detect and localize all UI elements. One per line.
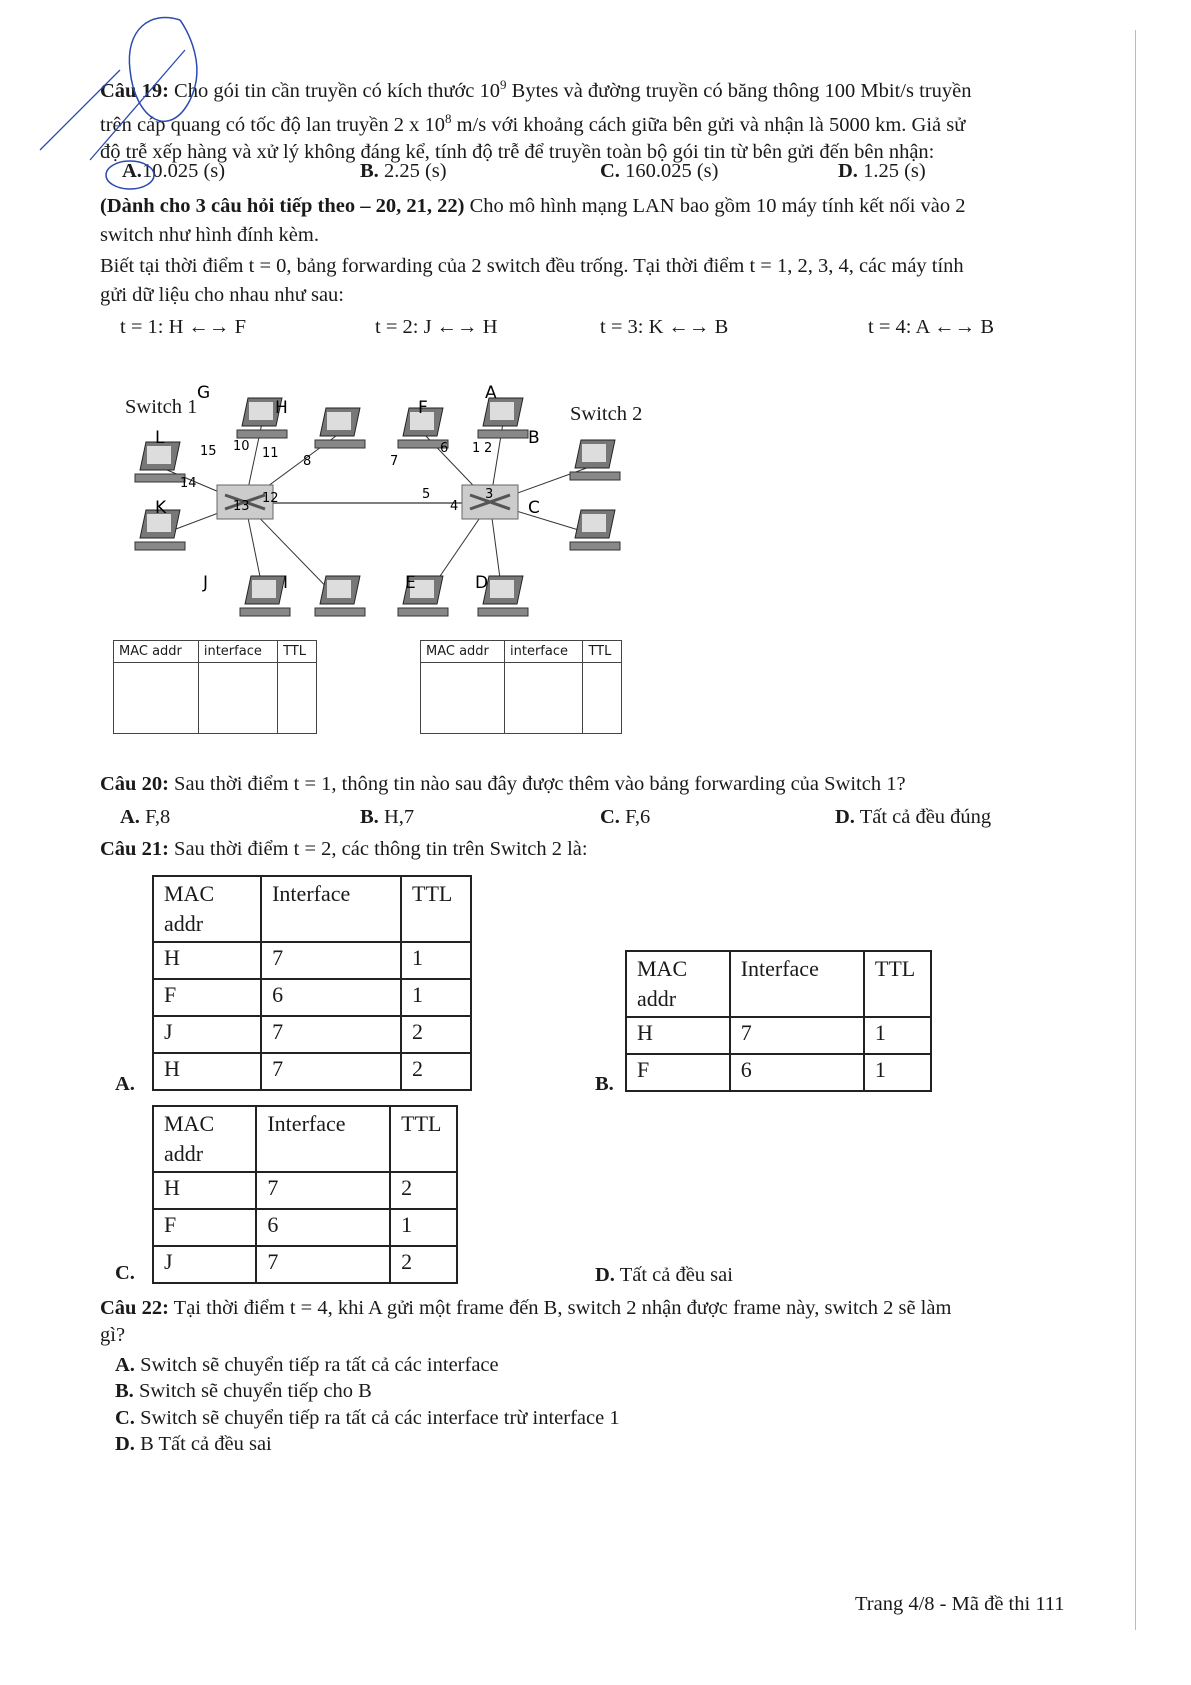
host-label: L: [155, 428, 165, 448]
q20-text: Sau thời điểm t = 1, thông tin nào sau đây được thêm vào bảng forwarding của Switch 1?: [168, 773, 906, 795]
question-21: [100, 838, 588, 861]
table-row: [626, 1054, 931, 1091]
switch1-forwarding-table: [113, 640, 317, 734]
computer-screen: [490, 402, 514, 420]
option-letter: D.: [115, 1433, 135, 1455]
table-cell: 7: [256, 1172, 390, 1209]
option-letter: D.: [835, 806, 855, 828]
table-cell: J: [153, 1246, 256, 1283]
page-footer: Trang 4/8 - Mã đề thi 111: [855, 1593, 1065, 1615]
computer-keyboard-icon: [570, 542, 620, 550]
option-letter: C.: [600, 160, 620, 182]
intro-line: Cho mô hình mạng LAN bao gồm 10 máy tính kết nối vào 2: [464, 195, 966, 217]
option-letter: D.: [838, 160, 858, 182]
port-number: 2: [484, 441, 493, 456]
computer-keyboard-icon: [315, 440, 365, 448]
header-cell: Interface: [730, 951, 864, 1017]
option-text: 10.025 (s): [141, 160, 226, 182]
computer-screen: [327, 580, 351, 598]
table-cell: 2: [401, 1053, 471, 1090]
empty-cell: [114, 663, 199, 734]
table-cell: H: [153, 1172, 256, 1209]
q19-text: Bytes và đường truyền có băng thông 100 Mbit/s truyền: [506, 79, 972, 102]
port-number: 12: [262, 491, 279, 506]
table-cell: 1: [864, 1017, 931, 1054]
option-letter: C.: [600, 806, 620, 828]
option-text: 2.25 (s): [383, 160, 447, 182]
header-cell: interface: [198, 641, 277, 663]
option-text: B Tất cả đều sai: [134, 1433, 272, 1455]
switch1-label: Switch 1: [125, 396, 198, 418]
computer-screen: [252, 580, 276, 598]
port-number: 3: [485, 487, 494, 502]
header-cell: MAC addr: [114, 641, 199, 663]
q22-option-c[interactable]: [115, 1407, 620, 1430]
scan-edge-line: [1135, 30, 1136, 1630]
host-label: G: [197, 383, 211, 403]
port-number: 15: [200, 444, 217, 459]
header-cell: TTL: [390, 1106, 457, 1172]
host-label: H: [275, 398, 288, 418]
table-cell: 6: [730, 1054, 864, 1091]
computer-keyboard-icon: [315, 608, 365, 616]
q22-option-d[interactable]: [115, 1433, 272, 1456]
question-label: Câu 19:: [100, 79, 169, 102]
option-text: Switch sẽ chuyển tiếp ra tất cả các interface: [134, 1354, 499, 1376]
q21-option-b-table: [625, 950, 932, 1092]
header-cell: MAC addr: [421, 641, 505, 663]
option-letter: B.: [360, 160, 379, 182]
q19-text: độ trễ xếp hàng và xử lý không đáng kể, tính độ trễ để truyền toàn bộ gói tin từ bên gửi đến bên nhận:: [100, 140, 935, 163]
event-t3: t = 3: K ←→ B: [600, 316, 729, 338]
header-cell: Interface: [256, 1106, 390, 1172]
computer-screen: [147, 446, 171, 464]
option-text: 160.025 (s): [625, 160, 719, 182]
q21-text: Sau thời điểm t = 2, các thông tin trên Switch 2 là:: [168, 838, 588, 860]
option-letter: A.: [115, 1073, 135, 1095]
q20-option-d[interactable]: [835, 806, 991, 829]
q22-text: gì?: [100, 1324, 126, 1346]
header-cell: MAC addr: [153, 876, 261, 942]
question-22: [100, 1295, 1090, 1349]
q19-option-d[interactable]: [838, 160, 926, 183]
intro-heading: (Dành cho 3 câu hỏi tiếp theo – 20, 21, 22): [100, 195, 465, 217]
computer-screen: [490, 580, 514, 598]
option-text: Switch sẽ chuyển tiếp cho B: [133, 1380, 372, 1402]
header-cell: TTL: [864, 951, 931, 1017]
table-cell: 6: [261, 979, 401, 1016]
host-label: B: [528, 428, 540, 448]
q21-option-c[interactable]: [115, 1262, 135, 1285]
host-label: I: [283, 573, 289, 593]
table-row: [153, 1172, 457, 1209]
table-cell: F: [153, 979, 261, 1016]
q20-option-c[interactable]: [600, 806, 650, 829]
option-letter: C.: [115, 1407, 135, 1429]
option-text: F,8: [139, 806, 171, 828]
q21-option-d[interactable]: [595, 1264, 733, 1287]
switch2-forwarding-table: [420, 640, 622, 734]
table-cell: H: [153, 1053, 261, 1090]
q22-text: Tại thời điểm t = 4, khi A gửi một frame đến B, switch 2 nhận được frame này, switch 2 sẽ làm: [168, 1297, 952, 1319]
option-letter: A.: [115, 1354, 135, 1376]
computer-keyboard-icon: [398, 608, 448, 616]
port-number: 5: [422, 487, 431, 502]
computer-keyboard-icon: [240, 608, 290, 616]
q19-text: m/s với khoảng cách giữa bên gửi và nhận là 5000 km. Giả sử: [451, 113, 966, 136]
header-cell: interface: [505, 641, 583, 663]
table-cell: 7: [261, 942, 401, 979]
handwritten-pen-mark: [30, 10, 220, 200]
port-number: 11: [262, 446, 279, 461]
computer-keyboard-icon: [570, 472, 620, 480]
option-letter: A.: [120, 806, 140, 828]
header-cell: MAC addr: [153, 1106, 256, 1172]
exponent: 8: [444, 110, 452, 126]
q21-option-c-table: [152, 1105, 458, 1284]
question-20: [100, 773, 906, 796]
header-cell: Interface: [261, 876, 401, 942]
host-label: A: [485, 383, 497, 403]
table-cell: 7: [261, 1016, 401, 1053]
table-cell: 2: [390, 1246, 457, 1283]
table-cell: 1: [390, 1209, 457, 1246]
computer-keyboard-icon: [237, 430, 287, 438]
port-number: 13: [233, 499, 250, 514]
q22-option-b[interactable]: [115, 1380, 372, 1403]
header-cell: TTL: [583, 641, 622, 663]
option-letter: C.: [115, 1262, 135, 1284]
empty-cell: [505, 663, 583, 734]
host-label: E: [405, 573, 416, 593]
table-row: [153, 1016, 471, 1053]
question-19: [100, 71, 1090, 166]
port-number: 10: [233, 439, 250, 454]
q22-option-a[interactable]: [115, 1354, 499, 1377]
question-label: Câu 21:: [100, 838, 169, 860]
table-cell: J: [153, 1016, 261, 1053]
table-cell: 7: [730, 1017, 864, 1054]
option-letter: B.: [595, 1073, 614, 1095]
table-row: [626, 1017, 931, 1054]
host-label: C: [528, 498, 540, 518]
q20-option-a[interactable]: [120, 806, 170, 829]
host-label: D: [475, 573, 489, 593]
empty-cell: [278, 663, 317, 734]
intro-line: switch như hình đính kèm.: [100, 224, 319, 246]
event-t4: t = 4: A ←→ B: [868, 316, 995, 338]
table-cell: 2: [401, 1016, 471, 1053]
option-text: F,6: [619, 806, 651, 828]
table-cell: 6: [256, 1209, 390, 1246]
empty-cell: [583, 663, 622, 734]
q21-option-a-table: [152, 875, 472, 1091]
port-number: 14: [180, 476, 197, 491]
table-cell: 1: [401, 979, 471, 1016]
computer-keyboard-icon: [478, 608, 528, 616]
empty-cell: [421, 663, 505, 734]
event-t1: t = 1: H ←→ F: [120, 316, 247, 338]
computer-screen: [582, 444, 606, 462]
empty-cell: [198, 663, 277, 734]
table-cell: 7: [261, 1053, 401, 1090]
event-t2: t = 2: J ←→ H: [375, 316, 498, 338]
computer-screen: [327, 412, 351, 430]
option-letter: B.: [115, 1380, 134, 1402]
q19-text: Cho gói tin cần truyền có kích thước 10: [174, 79, 501, 102]
host-label: K: [155, 498, 167, 518]
port-number: 4: [450, 499, 459, 514]
table-cell: 1: [401, 942, 471, 979]
computer-keyboard-icon: [135, 474, 185, 482]
table-cell: F: [626, 1054, 730, 1091]
intro-line: gửi dữ liệu cho nhau như sau:: [100, 284, 344, 306]
table-row: [153, 979, 471, 1016]
table-row: [153, 942, 471, 979]
table-cell: 2: [390, 1172, 457, 1209]
header-cell: MAC addr: [626, 951, 730, 1017]
table-row: [153, 1209, 457, 1246]
table-row: [153, 1246, 457, 1283]
table-cell: H: [153, 942, 261, 979]
q21-option-a[interactable]: [115, 1073, 135, 1096]
option-letter: B.: [360, 806, 379, 828]
option-text: Tất cả đều đúng: [854, 806, 992, 828]
table-cell: H: [626, 1017, 730, 1054]
q21-option-b[interactable]: [595, 1073, 614, 1096]
computer-keyboard-icon: [135, 542, 185, 550]
port-number: 1: [472, 441, 481, 456]
table-cell: F: [153, 1209, 256, 1246]
port-number: 8: [303, 454, 312, 469]
computer-keyboard-icon: [478, 430, 528, 438]
q19-option-b[interactable]: [360, 160, 447, 183]
table-cell: 7: [256, 1246, 390, 1283]
option-letter: D.: [595, 1264, 615, 1286]
question-label: Câu 20:: [100, 773, 169, 795]
option-text: 1.25 (s): [863, 160, 926, 182]
intro-line: Biết tại thời điểm t = 0, bảng forwarding của 2 switch đều trống. Tại thời điểm t = 1, 2, 3, 4, các máy tính: [100, 255, 964, 277]
host-label: F: [418, 398, 428, 418]
header-cell: TTL: [278, 641, 317, 663]
switch2-label: Switch 2: [570, 403, 643, 425]
option-letter: A.: [122, 160, 142, 182]
computer-screen: [582, 514, 606, 532]
exponent: 9: [500, 77, 507, 92]
table-cell: 1: [864, 1054, 931, 1091]
table-row: [153, 1053, 471, 1090]
q19-text: trên cáp quang có tốc độ lan truyền 2 x 10: [100, 113, 445, 136]
q20-option-b[interactable]: [360, 806, 414, 829]
q19-option-c[interactable]: [600, 160, 718, 183]
question-label: Câu 22:: [100, 1297, 169, 1319]
header-cell: TTL: [401, 876, 471, 942]
port-number: 7: [390, 454, 399, 469]
option-text: Tất cả đều sai: [614, 1264, 733, 1286]
option-text: H,7: [378, 806, 415, 828]
host-label: J: [203, 573, 209, 593]
intro-text: [100, 192, 1090, 310]
option-text: Switch sẽ chuyển tiếp ra tất cả các interface trừ interface 1: [134, 1407, 620, 1429]
port-number: 6: [440, 441, 449, 456]
computer-screen: [249, 402, 273, 420]
